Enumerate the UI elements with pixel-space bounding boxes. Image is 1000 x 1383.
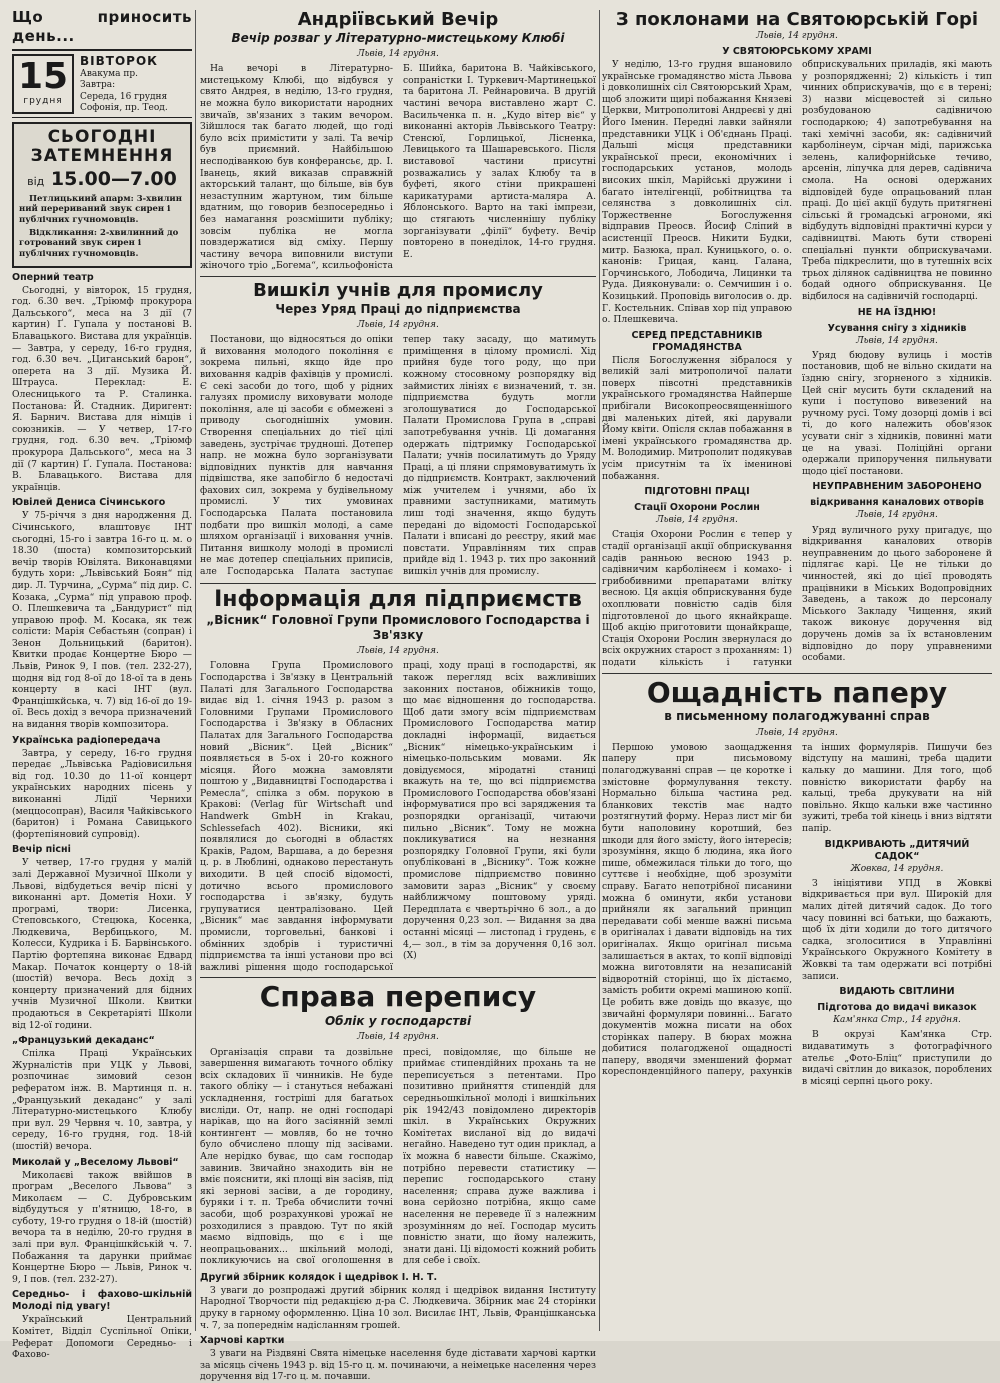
article-text-svitlyny: В окрузі Кам'янка Стр. видаватимуть з фотографічного ательє „Фото-Бліц“ приступили до видачі світлин до виказок, пороблених в місяці серпні цього року. [802, 1029, 992, 1087]
article-title-ne-na-izdniu: НЕ НА ЇЗДНЮ! [857, 306, 937, 318]
jubilee-heading: Ювілей Дениса Січинського [12, 497, 166, 509]
article-body-oshchadnist [602, 742, 992, 1088]
article-text-vyshkil: Постанови, що відносяться до опіки й виховання молодого покоління є зокрема пильні, якщо йде про виховання кадрів фахівців у промислі. Є секі засоби до того, щоб у рідних галузях промислу виховувати молоде покоління, але ці засоби є обмежені з приводу сьогоднішніх умовин. Створення спеціальних до тієї цілі заведень, зустрічає трудноші. Дотепер напр. не можна було зорганізувати відповідних пунктів для навчання підвішства, яке запобігло б недостачі фахових сил, зокрема у будівельному промислі. У тих умовинах Господарська Палата постановила подбати про вишкіл молоді, а саме шляхом організації і виховання учнів. Питання вишколу молоді в промислі не має дотепер спеціальних приписів, але Господарська Палата заступає тепер таку засаду, що матимуть приміщення в цілому промислі. Хід прийня буде того роду, що при кожному стосовному розпорядку від займистих лініях є визначений, т. зн. підприємства будуть могли зголошуватися до Господарської Палати Промислова Група в „справі запотребування учнів. Ці домагання одержать підтримку Господарської Палати; учнів посилатимуть до Уряду Праці, а ці пляни спрямовуватимуть їх до підприємств. Контракт, заключений між учителем і учнями, або їх правними заступниками, матимуть лиш тоді значення, якщо будуть передані до відомості Господарської Палати і вписані до реєстру, який має повстати. Управлінням тих справ прийде від 1. 1943 р. тих про законний вишкіл учнів для промислу. [200, 334, 596, 578]
opera-heading: Оперний театр [12, 271, 94, 283]
jubilee-text: У 75-річчя з дня народження Д. Січинського, влаштовує ІНТ сьогодні, 15-го і завтра 16-го ц. м. о 18.30 (шоста) композиторський вечір творів Ювілята. Виконавцями будуть хори: „Львівський Боян“ під дир. Л. Турчина, „Сурма“ під дир. С. Козака, „Сурма“ під управою проф. О. Плешкевича та „Бандурист“ під управою проф. М. Косака, як теж солісти: Марія Себастьян (сопран) і Зенон Дольницький (баритон). Квитки продає Концертне Бюро — Львів, Ринок 9, І пов. (тел. 232-27), щодня від год 8-ої до 18-ої та в день концерту в касі ІНТ (вул. Францішкйська, ч. 7) від 16-ої до 19-ої. Весь дохід з вечора призначений на видання творів композитора. [12, 510, 192, 731]
article-subtitle-zaboroneno: відкривання каналових отворів [810, 497, 984, 509]
article-title-zbirnyk: Другий збірник колядок і щедрівок І. Н. Т. [200, 1271, 438, 1283]
article-title-oshchadnist: Ощадність паперу [646, 675, 948, 709]
day-month: грудня [23, 95, 63, 106]
article-title-pidhotovni: ПІДГОТОВНІ ПРАЦІ [644, 486, 750, 498]
column-rule-2 [599, 10, 600, 1331]
article-title-zaboroneno: НЕУПРАВНЕНИМ ЗАБОРОНЕНО [812, 481, 982, 493]
article-body-perepys [200, 1047, 596, 1268]
article-subtitle-poklony: У СВЯТОЮРСЬКОМУ ХРАМІ [722, 46, 872, 58]
article-text-informatsiia: Головна Група Промислового Господарства і Зв'язку в Центральній Палаті для Загального Господарства видає від 1. січня 1943 р. разом з Головними Групами Промислового Господарства і Зв'язку в Обласних Палатах для Загального Господарства новий „Вісник“. Цей „Вісник“ появляється в 5-ох і 20-го кожного місяця. Його можна замовляти поштою у „Видавництві Господарства і Ремесла“, спілка з обм. порукою в Кракові: (Verlag für Wirtschaft und Handwerk GmbH in Krakau, Schlessefach 402). Вісники, які появлялися до сьогодні в областях Краків, Радом, Варшава, а до березня ц. р. в Люблині, однаково перестануть виходити. В цей спосіб відомості, дотично всього промислового господарства і зв'язку, будуть групуватися централізовано. Цей „Вісник“ має завдання інформувати промисли, торговельні, банкові і обмінних здобрів і туристичні підприємства та інші установи про всі важливі рішення щодо господарської праці, ходу праці в господарстві, як також перегляд всіх важливіших законних постанов, обіжників тощо, що має відношення до господарства. Щоб дати змогу всім підприємствам Промислового Господарства матир докладні інформації, видається „Вісник“ німецько-українським і німецько-польським мовами. Як довідуємося, міродатні станиці вкажуть на те, що всі підприємства Промислового Господарства обов'язані інформуватися про всі заряджения та розпорядки організації, читаючи пильно „Вісник“. Тому не можна покликуватися на незнання розпорядку Головної Групи, які були опубліковані в „Віснику“. Тож кожне промислове підприємство повинно замовити зараз „Вісник“ у своєму найближчому поштовому уряді. Передплата є чвертьрічно 6 зол., а до доручення 0,23 зол. — Видання за два останні місяці — листопад і грудень, є 4,— зол., в тім за доручення 0,16 зол. (X) [200, 660, 596, 973]
article-text-kartky: З уваги на Різдвяні Свята німецьке населення буде діставати харчові картки за місяць січень 1943 р. від 15-го ц. м. починаючи, а неімецьке населення через доручення від 17-го ц. м. почавши. [200, 1348, 596, 1383]
article-dateline-informatsiia: Львів, 14 грудня. [357, 646, 439, 657]
day-number-box [12, 54, 74, 114]
article-subtitle-perepys: Облік у господарстві [324, 1014, 472, 1029]
article-body-informatsiia [200, 660, 596, 973]
rule [602, 673, 992, 674]
merry-heading: Миколай у „Веселому Львові“ [12, 1156, 179, 1168]
article-title-vyshkil: Вишкіл учнів для промислу [253, 279, 543, 301]
article-subtitle-informatsiia: „Вісник“ Головної Групи Промислового Господарства і Зв'язку [206, 612, 590, 642]
article-dateline-sadok: Жовква, 14 грудня. [850, 863, 944, 874]
eclipse-note-1: Петлицькиий апарм: 3-хвилин ний перериваний звук сирен і публічних гучномовців. [19, 193, 182, 225]
day-of-week: ВІВТОРОК [80, 53, 158, 68]
article-title-andriyivskyi: Андріївський Вечір [297, 9, 499, 30]
article-text-hromadianstvo: Після Богослуження зібралося у великій залі митрополичої палати поверх півсотні представників українського громадянства Найперше прибігали Високопреосвященнішого дві маленьких дітей, які дарували Йому квіти. Опісля склав побажання в імені українського громадянства др. М. Володимир. Митрополит подякував усім присутнім та їх іменинові побажання. [602, 354, 792, 482]
day-info [74, 54, 192, 114]
article-dateline-poklony: Львів, 14 грудня. [756, 30, 838, 41]
article-text-ne-na-izdniu: Уряд бюдову вулиць і мостів постановив, щоб не вільно скидати на їздню снігу, згорненого з хідників. Цей сніг мусить бути складений на купи і поступово вивезений на ручному русі. Тому дозорці домів і всі ті, до кого належить обов'язок усувати сніг з хідників, повинні мати це на увазі. Поліційні органи одержали припоручення пильнувати щодо цієї постанови. [802, 349, 992, 477]
article-text-zbirnyk: З уваги до розпродажі другий збірник коляд і щедрівок видання Інституту Народної Творчости під редакцією д-ра С. Людкевича. Збірник має 24 сторінки друку в гарному оформленню. Ціна 10 зол. Висилає ІНТ, Львів, Францішканська ч. 7, за попереднім надісланням грошей. [200, 1284, 596, 1331]
songs-heading: Вечір пісні [12, 844, 71, 856]
article-text-perepys: Організація справи та дозвільне завершення вимагають точного обліку всіх складових її чинників. Не буде такого обліку — і стануться небажані ускладнення, гостріші для багатьох висліди. От, напр. не одні господарі нарікав, що на його засіянній землі контингент — мовляв, бо не точно було обчислено площу під засівами. Але нерідко буває, що сам господар завинив. Звичайно знаходить він не вміє пояснити, які площі він засіяв, під які зернові засіви, а де городину, буряки і т. п. Треба обчислити точні засоби, щоб розрахункові урожаї не розходилися з правдою. Тут по якій маємо відповідь, що є і ще неопрацьованих... шкільний молоді, покликуючись на свої оголошення в пресі, повідомляє, що більше не приймає стипендійних прохань та не переписується з петентами. Про позитивно прийняття стипендій для середньошкільної молоді і вишкільних рік 1942/43 повідомлено директорів шкіл. в Українських Окружних Комітетах висланої від до видачі негайно. Наведено тут один приклад, а їх можна б навести більше. Скажімо, потрібно перевести статистику — перепис господарського стану населення; справа дуже важлива і вона серйозно потрібна, якщо саме населення не переведе її з належним зрозумінням до неї. Господар мусить повністю знати, що йому належить, знати дані. Ці відомості кожний робить для себе і своїх. [200, 1046, 596, 1267]
article-dateline-vyshkil: Львів, 14 грудня. [357, 319, 439, 330]
tomorrow-day: Середа, 16 грудня [80, 91, 168, 102]
article-text-oshchadnist: Першою умовою заощадження паперу при письмовому полагоджуванні справ — це коротке і змістовне формулування тексту. Нормально більша частина ред. бланкових текстів має надто розтягнутий форму. Нераз лист міг би бути наполовину коротший, без шкоди для його змісту, його інтересів; зрозуміння, якщо б людина, яка його пише, обмежилася тільки до того, що суттєве і необхідне, щоб зрозуміти справу. Багато непотрібної писанини можна б оминути, якби установи прийняли як загальний принцип передавати собі менше важні письма в оригіналах і давати відповідь на тих оригіналах. Якщо оригінал письма залишається в актах, то копії відповіді можна виготовляти на незаписаній відворотній сторінці, що їх дістаємо, замість робити окремі машиною копії. Це робить вже довідь що вказує, що звичайні формуляри повинні... Багато документів можна писати на обох сторінках паперу. В бюрах можна добитися полагодженої ощадності паперу, вводячи зменшений формат кореспонденційного паперу, рахунків та інших формулярів. Пишучи без відступу на машині, треба щадити кальку до машини. Для того, щоб повністю використати фарбу на кальці, треба друкувати на ній повільно. Якщо кальки вже частинно зужиті, треба той кінець і вниз відтяти папір. [602, 741, 992, 1078]
eclipse-time: 15.00—7.00 [50, 167, 177, 190]
article-title-kartky: Харчові картки [200, 1335, 285, 1347]
middle-column [200, 8, 596, 1383]
article-text-andriyivskyi: На вечорі в Літературно-мистецькому Клюбі, що відбувся у свято Андрея, в неділю, 13-го грудня, не можна було використати народних звичаїв, зв'язаних з таким вечором. Зійшлося так багато людей, що годі було всіх примістити у залі. Та вечір був приємний. Найбільшою несподіванкою був конферансьє, др. І. Іванець, який виказав справжній акторський талант, що більше, вів був незаступним жартуном, тим більше вдатним, що говорив безпосередньо і без намагання розсмішити публіку; зовсім публіка не могла повздержатися від сміху. Першу частину вечора виповнили виступи жіночого тріо „Богема“, ксильофоніста Б. Шийка, баритона В. Чайківського, сопраністки І. Туркевич-Мартинецької та баритона Л. Рейнаровича. В другій частині вечора виставлено жарт С. Васильченка п. н. „Кудо вітер віє“ у виконанні акторів Львівського Театру: Стенсюї, Горлицької, Лісненка, Левицького та Шашаревського. Після виставової частини присутні розважались у залах Клюбу та в буфеті, якого стіни прикрашені карикатурами артиста-маляра А. Яблонського. Варто на такі імпрези, що стягають численнішу публіку зорганізувати „філії“ буфету. Вечір повторено в понеділок, 14-го грудня. Е. [200, 63, 596, 272]
date-box [12, 49, 192, 118]
eclipse-title: СЬОГОДНІ ЗАТЕМНЕННЯ [30, 127, 174, 166]
article-text-sadok: З ініціятиви УПД в Жовкві відкривається при вул. Широкій для малих дітей дитячий садок. До того часу повинні всі батьки, що бажають, щоб їх діти ходили до того дитячого садка, зголоситися в Управлінні Українського Окружного Комітету в Жовкві та там одержати всі потрібні записи. [802, 877, 992, 982]
left-column [12, 8, 192, 1361]
article-text-zaboroneno: Уряд вуличного руху пригадує, що відкривання каналових отворів неуправненим до цього заборонене й підлягає карі. Це не тільки до чинностей, які до цієї проводять працівники в Міських Водопровідних Заведень, а також до персоналу Міського Закладу Чищення, який також виконує доручення від доручень домів за їх встановленим відповідно до пору управненими особами. [802, 524, 992, 664]
article-subhead-hromadianstvo: СЕРЕД ПРЕДСТАВНИКІВ ГРОМАДЯНСТВА [631, 329, 763, 353]
left-ear-title: Що приносить день... [12, 8, 192, 45]
article-subtitle-ne-na-izdniu: Усування снігу з хідників [827, 322, 967, 334]
article-body-andriyivskyi [200, 63, 596, 272]
rule [200, 276, 596, 277]
article-dateline-pidhotovni: Львів, 14 грудня. [656, 515, 738, 526]
rule [200, 583, 596, 584]
article-dateline-zaboroneno: Львів, 14 грудня. [856, 510, 938, 521]
article-subtitle-oshchadnist: в письменному полагоджуванні справ [664, 709, 930, 724]
radio-text: Завтра, у середу, 16-го грудня передає „Львівська Радіовисильня від год. 10.30 до 11-ої концерт українських народних пісень у виконанні Лідії Чернихи (меццосопран), Василя Чайківського (баритон) і Романа Савицького (фортепіяновий супровід). [12, 747, 192, 840]
right-column [602, 8, 992, 1333]
article-dateline-andriyivskyi: Львів, 14 грудня. [357, 48, 439, 59]
article-dateline-svitlyny: Кам'янка Стр., 14 грудня. [833, 1015, 961, 1026]
decadence-text: Спілка Праці Українських Журналістів при УЦК у Львові, розпочинає зимовий сезон рефератом інж. В. Мартинця п. н. „Французький декаданс“ у залі Літературно-мистецького Клюбу при вул. 29 Червня ч. 10, завтра, у середу, 16-го грудня, год. 18-ій (шостій) вечора. [12, 1048, 192, 1152]
article-body-poklony [602, 59, 992, 669]
tomorrow-label: Завтра: [80, 80, 116, 91]
article-title-svitlyny: ВИДАЮТЬ СВІТЛИНИ [839, 986, 955, 998]
article-body-vyshkil [200, 334, 596, 578]
article-subtitle-andriyivskyi: Вечір розваг у Літературно-мистецькому Клюбі [231, 30, 565, 45]
school-heading: Середньо- і фахово-шкільній Молоді під увагу! [12, 1289, 192, 1313]
article-dateline-ne-na-izdniu: Львів, 14 грудня. [856, 335, 938, 346]
eclipse-box [12, 122, 192, 268]
article-title-perepys: Справа перепису [259, 980, 537, 1014]
article-text-pidhotovni: Стація Охорони Рослин є тепер у стадії організації акції обприскування садів ранньою весною 1943 р. садівничим карболінеєм і комахо- і грибобивними препаратами влітку весною. Ця акція обприскування буде охоплювати повністю садів біля підготовленої до цього якнайкраще. Щоб акцію приготовити щонайкраще, Стація Охорони Рослин звернулася до всіх окружних старост з проханням: 1) подати кількість і гатунки обприскувальних приладів, які мають у розпорядженні; 2) кількість і тип чинних обприскувачів, що є в терені; 3) назви місцевостей зі сильно розбудованою садівничою господаркою; 4) запотребування на такі хемічні засоби, як: садівничий карболінеум, сірчан міді, парижська зелень, калифорнійське течиво, арсенін, ліпучка для дерев, садівнича смола. На основі одержаних відповідей буде опрацьований план праці. До цієї акції будуть притягнені сільські й громадські агрономи, які відбудуть відповідні практичні курси у садівництві. Мають бути створені спеціальні пункти обприскувачами. Треба підкреслити, що в тутешніх всіх трьох ділянок садівництва не повинно бодай одного обприскування. Це відбилося на садівничій господарці. [602, 59, 992, 669]
eclipse-time-line [19, 168, 185, 192]
opera-text: Сьогодні, у вівторок, 15 грудня, год. 6.30 веч. „Тріюмф прокурора Дальського“, меса на 3 дії (7 картин) Ґ. Гупала у постанові В. Блавацького. Вистава для українців. — Завтра, у середу, 16-го грудня, год. 6.30 веч. „Циганський барон“, оперета на 3 дії. Музика Й. Штрауса. Переклад: Е. Олесницького та Р. Сталинка. Постанова: Й. Стадник. Диригент: Я. Барнич. Вистава для німців і союзників. — У четвер, 17-го грудня, год. 6.30 веч. „Тріюмф прокурора Дальського“, меса на 3 дії (7 картин) Ґ. Гупала. Постанова: В. Блавацького. Вистава для українців. [12, 284, 192, 493]
school-text: Український Центральний Комітет, Відділ Суспільної Опіки, Реферат Допомоги Середньо- і Фахово- [12, 1314, 192, 1361]
article-subtitle-pidhotovni: Стації Охорони Рослин [634, 502, 760, 514]
article-dateline-oshchadnist: Львів, 14 грудня. [756, 727, 838, 738]
radio-heading: Українська радіопередача [12, 734, 161, 746]
eclipse-note-2: Відкликання: 2-хвилинний до готрований звук сирен і публічних гучномовців. [19, 227, 179, 260]
article-title-poklony: З поклонами на Святоюрській Горі [615, 9, 979, 30]
rule [200, 977, 596, 978]
article-title-informatsiia: Інформація для підприємств [214, 586, 582, 612]
today-names: Авакума пр. [80, 68, 139, 79]
day-number: 15 [17, 55, 69, 97]
eclipse-time-from: від [27, 174, 45, 188]
article-title-sadok: ВІДКРИВАЮТЬ „ДИТЯЧИЙ САДОК“ [824, 838, 970, 862]
article-subtitle-vyshkil: Через Уряд Праці до підприємства [275, 301, 521, 316]
article-subtitle-svitlyny: Підготова до видачі виказок [817, 1002, 977, 1014]
article-dateline-perepys: Львів, 14 грудня. [357, 1032, 439, 1043]
merry-text: Миколаєві також ввійшов в програм „Веселого Львова“ з Миколаєм — С. Дубровським відбудуться у п'ятницю, 18-го, в суботу, 19-го грудня о 18-ій (шостій) вечора та в неділю, 20-го грудня в залі при вул. Францішкйській ч. 7. Побажання та дарунки приймає Концертне Бюро — Львів, Ринок ч. 9, І пов. (тел. 232-27). [12, 1169, 192, 1285]
songs-text: У четвер, 17-го грудня у малій залі Державної Музичної Школи у Львові, відбудеться вечір пісні у виконанні арт. Дометія Нохи. У програмі, твори: Лисенка, Степовського, Стецюка, Косенка, Людкевича, Вербицького, М. Колесси, Кудрика і Б. Барвінського. Партію фортепяна виконає Едвард Макар. Початок концерту о 18-ій (шостій) вечора. Весь дохід з концерту призначений для бідних учнів Музичної Школи. Квитки продаються в Секретаріяті Школи від 12-ої години. [12, 857, 192, 1031]
decadence-heading: „Французький декаданс“ [12, 1035, 155, 1047]
tomorrow-names: Софонія, пр. Теод. [80, 102, 168, 113]
article-text-poklony: У неділю, 13-го грудня вшановило українське громадянство міста Львова і довколишніх сіл Святоюрський Храм, щоб зложити щирі побажання Князеві Церкви, Митрополитові Андреєві у дні Його Іменин. Передні лавки зайняли представники УЦК і Об'єднань Праці. Дальші місця представники української преси, економічних і господарських установ, молодь високих шкіл, Марійські дружини і багато інтелігенції, робітництва та селянства з довколишніх сіл. Торжественне Богослуження відправив Преосв. Йосиф Сліпий в асистенції Преосв. Никити Будки, митр. Базюка, прал. Куницького, о. о. канонів: Грицая, канц. Галана, Горчинського, Лободича, Лицинки та Руда. Дияконували: о. Семчишин і о. Козицький. Проповідь виголосив о. др. Г. Костельник. Співав хор під управою о. Плешкевича. [602, 59, 792, 326]
column-rule-1 [195, 10, 196, 1331]
